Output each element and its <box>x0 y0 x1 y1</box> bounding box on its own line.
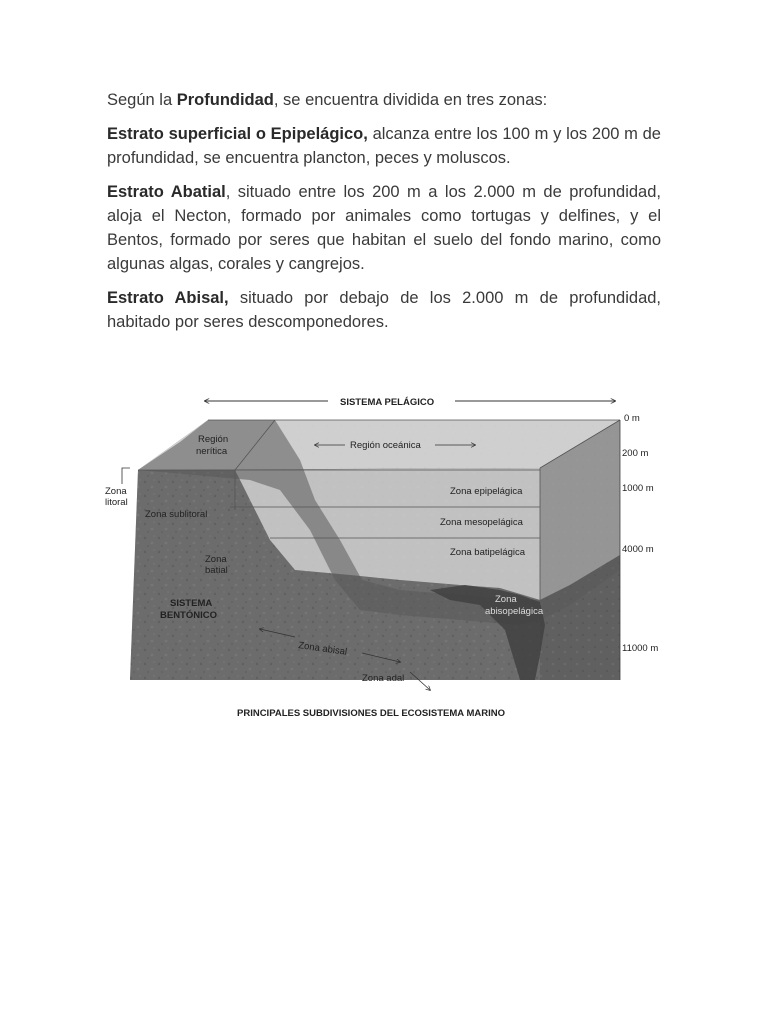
zona-abisopelagica-label-2: abisopelágica <box>485 606 544 617</box>
zona-epipelagica-label: Zona epipelágica <box>450 486 523 497</box>
litoral-pointer <box>122 468 130 484</box>
sistema-bentonico-label-1: SISTEMA <box>170 598 213 609</box>
zona-mesopelagica-label: Zona mesopelágica <box>440 517 523 528</box>
zona-batipelagica-label: Zona batipelágica <box>450 547 525 558</box>
abatial-paragraph: Estrato Abatial, situado entre los 200 m a los 2.000 m de profundidad, aloja el Necton, formado por animales como tortugas y delfines, y el Bentos, formado por seres que habitan el suelo del fondo marino, como algunas algas, corales y cangrejos. <box>107 183 661 273</box>
zona-adal-label: Zona adal <box>362 673 405 684</box>
depth-1000: 1000 m <box>622 483 654 494</box>
zona-batial-label-1: Zona <box>205 554 227 565</box>
diagram-svg <box>100 380 670 720</box>
abisal-heading: Estrato Abisal, <box>107 289 229 307</box>
region-neritica-label-1: Región <box>198 434 229 445</box>
depth-11000: 11000 m <box>622 643 659 654</box>
depth-200: 200 m <box>622 448 649 459</box>
intro-paragraph: Según la Profundidad, se encuentra dividida en tres zonas: <box>107 91 548 109</box>
abatial-heading: Estrato Abatial <box>107 183 226 201</box>
region-oceanica-label: Región oceánica <box>350 440 421 451</box>
zona-abisal-label: Zona abisal <box>297 640 348 658</box>
marine-ecosystem-diagram <box>100 380 670 720</box>
epipelagic-heading: Estrato superficial o Epipelágico, <box>107 125 368 143</box>
intro-bold: Profundidad <box>176 91 274 109</box>
zona-litoral-label-1: Zona <box>105 486 127 497</box>
text-block <box>107 88 661 344</box>
depth-0: 0 m <box>624 413 640 424</box>
zona-abisopelagica-label-1: Zona <box>495 594 517 605</box>
zona-sublitoral-label: Zona sublitoral <box>145 509 208 520</box>
epipelagic-paragraph: Estrato superficial o Epipelágico, alcanza entre los 100 m y los 200 m de profundidad, se encuentra plancton, peces y moluscos. <box>107 125 661 167</box>
sistema-pelagico-label: SISTEMA PELÁGICO <box>340 397 435 408</box>
abisal-paragraph: Estrato Abisal, situado por debajo de los 2.000 m de profundidad, habitado por seres descomponedores. <box>107 289 662 331</box>
region-neritica-label-2: nerítica <box>196 446 228 457</box>
zona-litoral-label-2: litoral <box>105 497 128 508</box>
diagram-caption: PRINCIPALES SUBDIVISIONES DEL ECOSISTEMA MARINO <box>237 708 505 719</box>
depth-4000: 4000 m <box>622 544 654 555</box>
zona-batial-label-2: batial <box>205 565 228 576</box>
sistema-bentonico-label-2: BENTÓNICO <box>160 610 217 621</box>
